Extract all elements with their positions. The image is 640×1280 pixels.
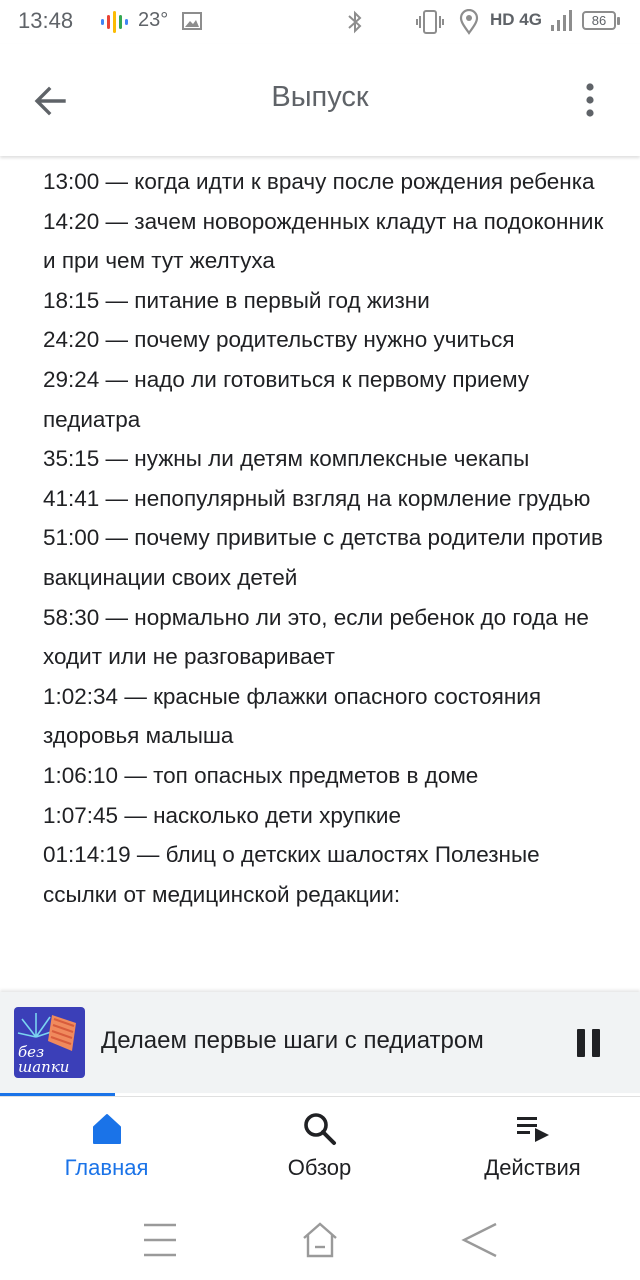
now-playing-title: Делаем первые шаги с педиатром [101, 1027, 484, 1054]
timeline-entry: 58:30 — нормально ли это, если ребенок до года не ходит или не разговаривает [43, 604, 589, 670]
mini-player[interactable] [0, 992, 640, 1093]
episode-description [0, 156, 640, 992]
timeline-entry: 35:15 — нужны ли детям комплексные чекапы [43, 446, 530, 472]
episode-timeline [43, 162, 613, 914]
timeline-entry: 51:00 — почему привитые с детства родители против вакцинации своих детей [43, 525, 604, 590]
nav-label-activity: Действия [484, 1155, 581, 1180]
search-icon [302, 1111, 338, 1147]
podcast-cover-art [14, 1007, 85, 1078]
pause-icon [577, 1029, 585, 1057]
timeline-entry: 1:07:45 — насколько дети хрупкие [43, 802, 401, 828]
app-bar [0, 44, 640, 156]
home-system-icon[interactable] [300, 1220, 340, 1260]
timeline-entry: 41:41 — непопулярный взгляд на кормление грудью [43, 485, 591, 511]
battery-indicator: 86 [582, 11, 616, 30]
cover-text-line2: шапки [18, 1058, 70, 1076]
status-network: HD 4G [490, 10, 542, 29]
timeline-entry: 1:02:34 — красные флажки опасного состояния здоровья малыша [43, 683, 541, 749]
timeline-entry: 1:06:10 — топ опасных предметов в доме [43, 762, 479, 788]
system-navigation-bar [0, 1200, 640, 1280]
signal-icon [550, 10, 572, 32]
queue-icon [515, 1111, 551, 1147]
home-icon [89, 1111, 125, 1147]
cover-text-line1: без [18, 1043, 45, 1061]
nav-item-explore[interactable] [213, 1097, 426, 1201]
status-time: 13:48 [18, 8, 74, 33]
status-bar [0, 0, 640, 44]
page-title: Выпуск [271, 81, 369, 113]
timeline-entry: 24:20 — почему родительству нужно учиться [43, 327, 515, 353]
back-system-icon[interactable] [460, 1220, 500, 1260]
status-temperature: 23° [138, 9, 169, 31]
nav-item-home[interactable] [0, 1097, 213, 1201]
timeline-entry: 13:00 — когда идти к врачу после рождения ребенка [43, 169, 595, 194]
timeline-entry: 29:24 — надо ли готовиться к первому приему педиатра [43, 366, 530, 432]
timeline-entry: 18:15 — питание в первый год жизни [43, 287, 430, 313]
bottom-navigation [0, 1096, 640, 1201]
location-icon [458, 9, 480, 35]
pause-button[interactable] [574, 1029, 602, 1059]
nav-label-home: Главная [64, 1155, 149, 1180]
recent-apps-icon[interactable] [140, 1220, 180, 1260]
nav-item-activity[interactable] [426, 1097, 639, 1201]
timeline-entry: 01:14:19 — блиц о детских шалостях Полезные ссылки от медицинской редакции: [43, 842, 540, 907]
timeline-entry: 14:20 — зачем новорожденных кладут на подоконник и при чем тут желтуха [43, 208, 604, 274]
more-options-icon[interactable] [574, 80, 606, 120]
bluetooth-icon [345, 10, 365, 34]
nav-label-explore: Обзор [287, 1155, 352, 1180]
podcasts-app-icon [100, 10, 128, 34]
image-icon [182, 12, 202, 30]
vibrate-icon [416, 9, 444, 35]
